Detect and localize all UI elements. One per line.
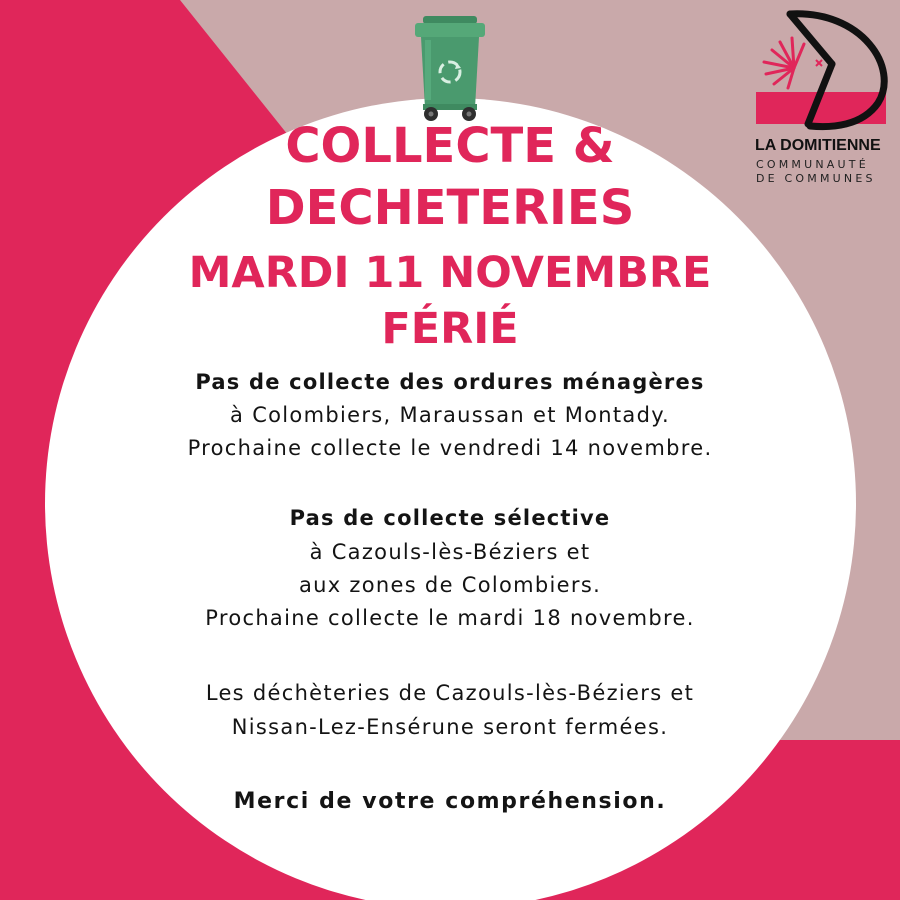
selective-title: Pas de collecte sélective — [289, 506, 611, 530]
waste-centers-line2: Nissan-Lez-Ensérune seront fermées. — [231, 715, 669, 739]
headline-holiday: FÉRIÉ — [381, 304, 519, 354]
logo-name: LA DOMITIENNE — [755, 137, 881, 154]
selective-line3: Prochaine collecte le mardi 18 novembre. — [205, 606, 695, 630]
selective-line2: aux zones de Colombiers. — [298, 573, 602, 597]
logo-subtitle-line2: DE COMMUNES — [756, 172, 876, 185]
thanks-message: Merci de votre compréhension. — [233, 789, 667, 814]
selective-line1: à Cazouls-lès-Béziers et — [309, 540, 591, 564]
logo-subtitle-line1: COMMUNAUTÉ — [756, 158, 869, 171]
headline-line1: COLLECTE & — [285, 118, 615, 174]
la-domitienne-logo-icon — [752, 8, 894, 133]
recycling-bin-icon — [413, 16, 487, 122]
household-line1: à Colombiers, Maraussan et Montady. — [230, 403, 670, 427]
household-line2: Prochaine collecte le vendredi 14 novembre. — [187, 436, 713, 460]
waste-centers-line1: Les déchèteries de Cazouls-lès-Béziers et — [205, 681, 695, 705]
headline-line2: DECHETERIES — [265, 180, 635, 236]
headline-date: MARDI 11 NOVEMBRE — [188, 248, 712, 298]
household-title: Pas de collecte des ordures ménagères — [195, 370, 705, 394]
